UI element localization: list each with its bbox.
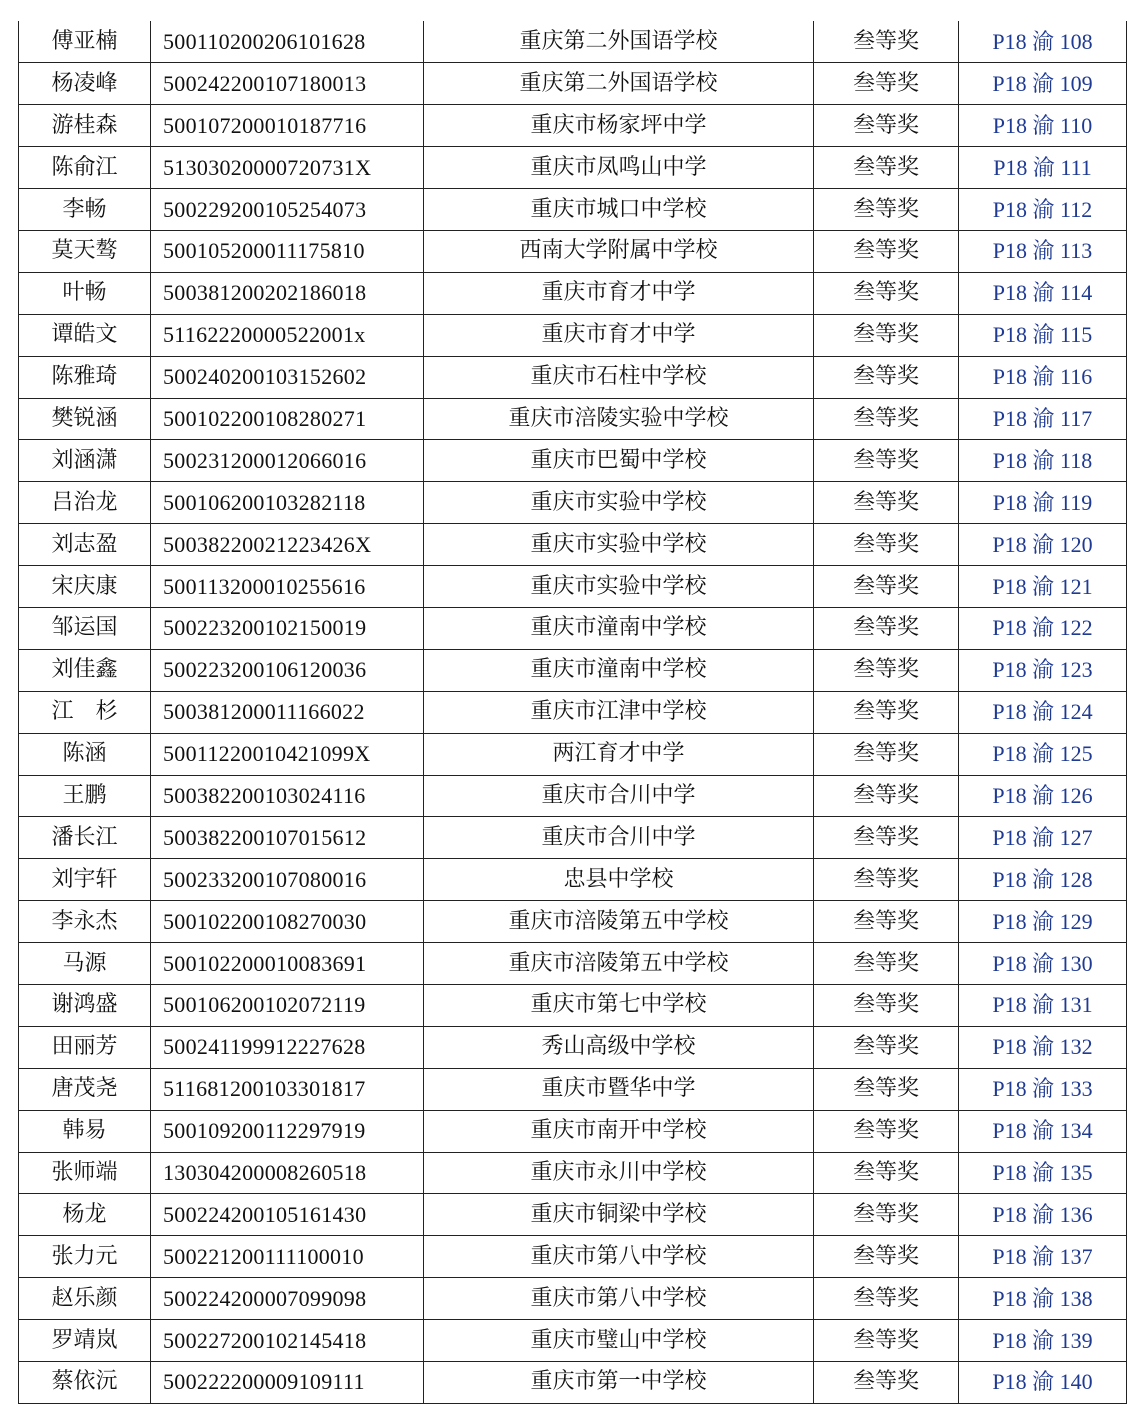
id-number-cell: 500223200106120036 [151,649,424,691]
table-row [19,524,1127,566]
award-level-cell: 叁等奖 [814,1278,959,1320]
id-number-cell: 500227200102145418 [151,1320,424,1362]
student-name-cell: 莫天骜 [19,230,151,272]
id-number-cell: 500110200206101628 [151,21,424,63]
table-row [19,691,1127,733]
certificate-number-cell: P18 渝 127 [959,817,1127,859]
student-name-cell: 陈俞江 [19,147,151,189]
certificate-number-cell: P18 渝 138 [959,1278,1127,1320]
award-level-cell: 叁等奖 [814,1110,959,1152]
school-name-cell: 重庆市城口中学校 [424,189,814,231]
school-name-cell: 重庆市实验中学校 [424,482,814,524]
id-number-cell: 500240200103152602 [151,356,424,398]
award-level-cell: 叁等奖 [814,105,959,147]
school-name-cell: 重庆市暨华中学 [424,1068,814,1110]
id-number-cell: 500222200009109111 [151,1362,424,1404]
school-name-cell: 重庆市合川中学 [424,817,814,859]
id-number-cell: 500107200010187716 [151,105,424,147]
table-row [19,1026,1127,1068]
table-row [19,817,1127,859]
award-level-cell: 叁等奖 [814,984,959,1026]
table-row [19,775,1127,817]
certificate-number-cell: P18 渝 119 [959,482,1127,524]
table-row [19,1236,1127,1278]
school-name-cell: 重庆市合川中学 [424,775,814,817]
award-level-cell: 叁等奖 [814,1068,959,1110]
certificate-number-cell: P18 渝 117 [959,398,1127,440]
table-row [19,607,1127,649]
certificate-number-cell: P18 渝 132 [959,1026,1127,1068]
award-level-cell: 叁等奖 [814,314,959,356]
award-level-cell: 叁等奖 [814,566,959,608]
award-level-cell: 叁等奖 [814,398,959,440]
certificate-number-cell: P18 渝 131 [959,984,1127,1026]
table-row [19,1194,1127,1236]
student-name-cell: 陈雅琦 [19,356,151,398]
award-level-cell: 叁等奖 [814,356,959,398]
school-name-cell: 重庆市育才中学 [424,272,814,314]
school-name-cell: 重庆市永川中学校 [424,1152,814,1194]
student-name-cell: 李畅 [19,189,151,231]
table-row [19,859,1127,901]
id-number-cell: 500221200111100010 [151,1236,424,1278]
student-name-cell: 刘宇轩 [19,859,151,901]
award-level-cell: 叁等奖 [814,189,959,231]
id-number-cell: 500242200107180013 [151,63,424,105]
award-level-cell: 叁等奖 [814,147,959,189]
school-name-cell: 重庆市第一中学校 [424,1362,814,1404]
school-name-cell: 重庆市实验中学校 [424,566,814,608]
student-name-cell: 江 杉 [19,691,151,733]
award-level-cell: 叁等奖 [814,1152,959,1194]
award-level-cell: 叁等奖 [814,482,959,524]
table-row [19,1068,1127,1110]
id-number-cell: 500382200103024116 [151,775,424,817]
award-level-cell: 叁等奖 [814,21,959,63]
award-level-cell: 叁等奖 [814,817,959,859]
certificate-number-cell: P18 渝 122 [959,607,1127,649]
student-name-cell: 张力元 [19,1236,151,1278]
student-name-cell: 吕治龙 [19,482,151,524]
school-name-cell: 重庆市璧山中学校 [424,1320,814,1362]
table-row [19,733,1127,775]
award-level-cell: 叁等奖 [814,901,959,943]
school-name-cell: 两江育才中学 [424,733,814,775]
school-name-cell: 秀山高级中学校 [424,1026,814,1068]
table-row [19,21,1127,63]
id-number-cell: 500233200107080016 [151,859,424,901]
school-name-cell: 重庆市铜梁中学校 [424,1194,814,1236]
certificate-number-cell: P18 渝 118 [959,440,1127,482]
school-name-cell: 重庆市涪陵实验中学校 [424,398,814,440]
table-row [19,649,1127,691]
certificate-number-cell: P18 渝 128 [959,859,1127,901]
id-number-cell: 500102200108270030 [151,901,424,943]
id-number-cell: 500241199912227628 [151,1026,424,1068]
certificate-number-cell: P18 渝 137 [959,1236,1127,1278]
id-number-cell: 500102200010083691 [151,943,424,985]
student-name-cell: 谢鸿盛 [19,984,151,1026]
school-name-cell: 重庆市巴蜀中学校 [424,440,814,482]
student-name-cell: 唐茂尧 [19,1068,151,1110]
id-number-cell: 500106200102072119 [151,984,424,1026]
award-level-cell: 叁等奖 [814,691,959,733]
certificate-number-cell: P18 渝 129 [959,901,1127,943]
table-row [19,901,1127,943]
student-name-cell: 王鹏 [19,775,151,817]
school-name-cell: 重庆市杨家坪中学 [424,105,814,147]
certificate-number-cell: P18 渝 109 [959,63,1127,105]
id-number-cell: 500106200103282118 [151,482,424,524]
id-number-cell: 500224200007099098 [151,1278,424,1320]
certificate-number-cell: P18 渝 134 [959,1110,1127,1152]
table-row [19,189,1127,231]
school-name-cell: 西南大学附属中学校 [424,230,814,272]
certificate-number-cell: P18 渝 113 [959,230,1127,272]
student-name-cell: 谭皓文 [19,314,151,356]
student-name-cell: 刘佳鑫 [19,649,151,691]
certificate-number-cell: P18 渝 123 [959,649,1127,691]
school-name-cell: 重庆市潼南中学校 [424,607,814,649]
certificate-number-cell: P18 渝 126 [959,775,1127,817]
award-level-cell: 叁等奖 [814,1194,959,1236]
certificate-number-cell: P18 渝 125 [959,733,1127,775]
id-number-cell: 500113200010255616 [151,566,424,608]
student-name-cell: 傅亚楠 [19,21,151,63]
certificate-number-cell: P18 渝 112 [959,189,1127,231]
school-name-cell: 重庆市涪陵第五中学校 [424,901,814,943]
award-level-cell: 叁等奖 [814,733,959,775]
table-row [19,566,1127,608]
student-name-cell: 刘志盈 [19,524,151,566]
student-name-cell: 邹运国 [19,607,151,649]
student-name-cell: 游桂森 [19,105,151,147]
table-row [19,230,1127,272]
certificate-number-cell: P18 渝 114 [959,272,1127,314]
award-level-cell: 叁等奖 [814,859,959,901]
id-number-cell: 130304200008260518 [151,1152,424,1194]
school-name-cell: 重庆市凤鸣山中学 [424,147,814,189]
school-name-cell: 重庆市第八中学校 [424,1236,814,1278]
award-level-cell: 叁等奖 [814,649,959,691]
certificate-number-cell: P18 渝 140 [959,1362,1127,1404]
id-number-cell: 500381200202186018 [151,272,424,314]
student-name-cell: 马源 [19,943,151,985]
student-name-cell: 潘长江 [19,817,151,859]
student-name-cell: 叶畅 [19,272,151,314]
table-row [19,1278,1127,1320]
certificate-number-cell: P18 渝 111 [959,147,1127,189]
certificate-number-cell: P18 渝 108 [959,21,1127,63]
student-name-cell: 韩易 [19,1110,151,1152]
student-name-cell: 杨龙 [19,1194,151,1236]
table-row [19,984,1127,1026]
certificate-number-cell: P18 渝 110 [959,105,1127,147]
student-name-cell: 刘涵潇 [19,440,151,482]
student-name-cell: 樊锐涵 [19,398,151,440]
table-row [19,272,1127,314]
table-row [19,1110,1127,1152]
id-number-cell: 50011220010421099X [151,733,424,775]
school-name-cell: 重庆第二外国语学校 [424,21,814,63]
table-row [19,482,1127,524]
school-name-cell: 重庆市江津中学校 [424,691,814,733]
table-row [19,398,1127,440]
award-level-cell: 叁等奖 [814,1362,959,1404]
award-level-cell: 叁等奖 [814,943,959,985]
table-row [19,1362,1127,1404]
id-number-cell: 50038220021223426X [151,524,424,566]
school-name-cell: 重庆第二外国语学校 [424,63,814,105]
id-number-cell: 500231200012066016 [151,440,424,482]
student-name-cell: 宋庆康 [19,566,151,608]
certificate-number-cell: P18 渝 115 [959,314,1127,356]
award-rows [19,21,1127,1403]
school-name-cell: 重庆市育才中学 [424,314,814,356]
id-number-cell: 511681200103301817 [151,1068,424,1110]
table-row [19,105,1127,147]
award-level-cell: 叁等奖 [814,775,959,817]
award-level-cell: 叁等奖 [814,440,959,482]
award-level-cell: 叁等奖 [814,230,959,272]
student-name-cell: 张师端 [19,1152,151,1194]
student-name-cell: 李永杰 [19,901,151,943]
school-name-cell: 重庆市实验中学校 [424,524,814,566]
certificate-number-cell: P18 渝 124 [959,691,1127,733]
student-name-cell: 赵乐颜 [19,1278,151,1320]
id-number-cell: 500381200011166022 [151,691,424,733]
award-level-cell: 叁等奖 [814,1236,959,1278]
id-number-cell: 51162220000522001x [151,314,424,356]
certificate-number-cell: P18 渝 121 [959,566,1127,608]
certificate-number-cell: P18 渝 130 [959,943,1127,985]
school-name-cell: 重庆市第八中学校 [424,1278,814,1320]
table-row [19,356,1127,398]
id-number-cell: 500109200112297919 [151,1110,424,1152]
school-name-cell: 重庆市南开中学校 [424,1110,814,1152]
table-row [19,147,1127,189]
student-name-cell: 杨凌峰 [19,63,151,105]
award-level-cell: 叁等奖 [814,272,959,314]
award-level-cell: 叁等奖 [814,607,959,649]
id-number-cell: 500382200107015612 [151,817,424,859]
student-name-cell: 陈涵 [19,733,151,775]
certificate-number-cell: P18 渝 135 [959,1152,1127,1194]
table-row [19,63,1127,105]
table-row [19,440,1127,482]
id-number-cell: 500224200105161430 [151,1194,424,1236]
school-name-cell: 重庆市潼南中学校 [424,649,814,691]
id-number-cell: 500105200011175810 [151,230,424,272]
school-name-cell: 重庆市第七中学校 [424,984,814,1026]
id-number-cell: 500102200108280271 [151,398,424,440]
table-row [19,1320,1127,1362]
table-row [19,314,1127,356]
table-row [19,1152,1127,1194]
id-number-cell: 500223200102150019 [151,607,424,649]
certificate-number-cell: P18 渝 120 [959,524,1127,566]
student-name-cell: 田丽芳 [19,1026,151,1068]
award-level-cell: 叁等奖 [814,63,959,105]
id-number-cell: 500229200105254073 [151,189,424,231]
student-name-cell: 罗靖岚 [19,1320,151,1362]
certificate-number-cell: P18 渝 116 [959,356,1127,398]
award-level-cell: 叁等奖 [814,524,959,566]
certificate-number-cell: P18 渝 139 [959,1320,1127,1362]
school-name-cell: 重庆市涪陵第五中学校 [424,943,814,985]
award-list-table [18,21,1127,1404]
certificate-number-cell: P18 渝 133 [959,1068,1127,1110]
student-name-cell: 蔡依沅 [19,1362,151,1404]
school-name-cell: 重庆市石柱中学校 [424,356,814,398]
award-level-cell: 叁等奖 [814,1320,959,1362]
award-level-cell: 叁等奖 [814,1026,959,1068]
certificate-number-cell: P18 渝 136 [959,1194,1127,1236]
school-name-cell: 忠县中学校 [424,859,814,901]
table-row [19,943,1127,985]
id-number-cell: 51303020000720731X [151,147,424,189]
